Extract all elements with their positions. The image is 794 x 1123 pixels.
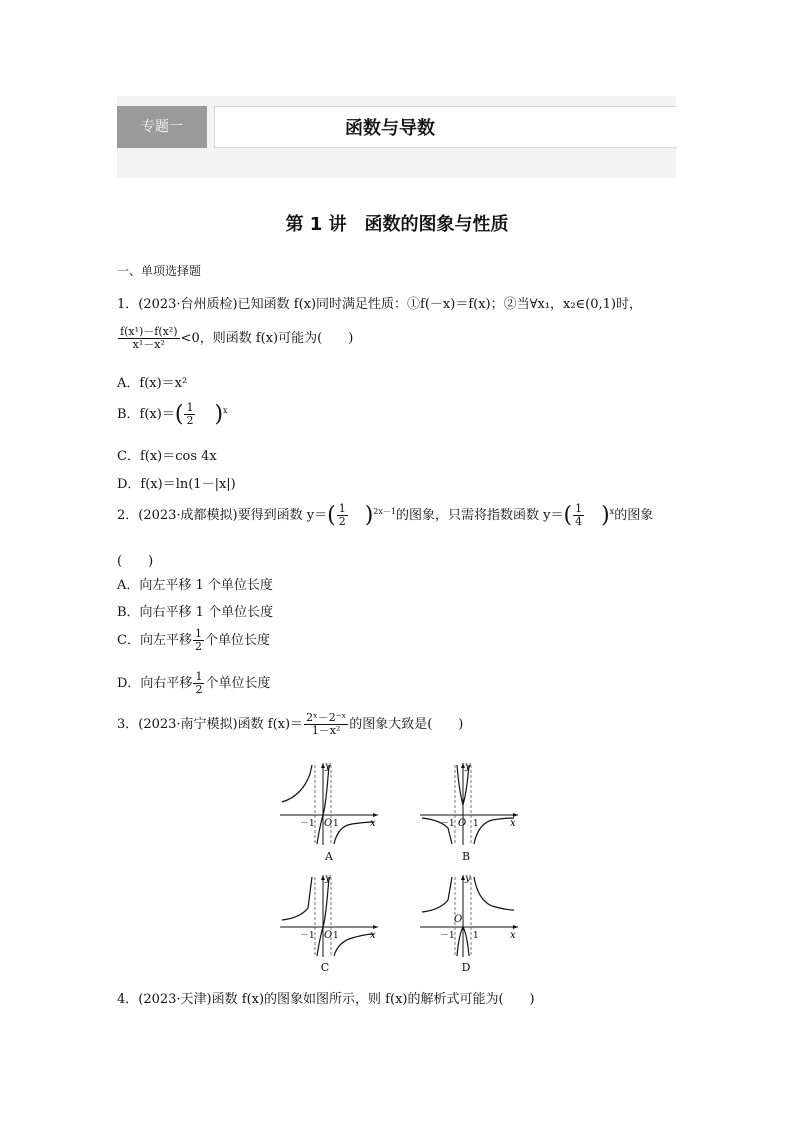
q4-stem: 4．(2023·天津)函数 f(x)的图象如图所示，则 f(x)的解析式可能为( ) (117, 992, 535, 1007)
pos-one-label: 1 (333, 819, 339, 829)
option-prefix: C．向左平移 (117, 633, 192, 649)
lecture-title: 第 1 讲 函数的图象与性质 (285, 214, 509, 235)
q2-frac-2 (573, 503, 584, 528)
q1-fraction (118, 326, 180, 351)
frac-num: 1 (195, 670, 203, 683)
y-axis-label: y (325, 873, 331, 884)
q1-stem-tail: <0，则函数 f(x)可能为( ) (180, 331, 354, 347)
q3-stem-tail: 的图象大致是( ) (349, 717, 464, 733)
q1-option-b-frac (184, 402, 195, 427)
q1-option-d: D．f(x)＝ln(1－|x|) (117, 477, 236, 492)
neg-one-label: －1 (300, 931, 315, 941)
q3-stem (117, 712, 463, 737)
q3-stem-prefix: 3．(2023·南宁模拟)函数 f(x)＝ (117, 717, 304, 733)
frac-den: 2 (195, 683, 203, 697)
neg-one-label: －1 (440, 931, 455, 941)
q1-option-b (117, 402, 228, 427)
q1-frac-num: f(x¹)－f(x²) (120, 325, 178, 338)
frac-num: 1 (186, 401, 194, 414)
frac-num: 1 (575, 502, 583, 515)
q1-option-a: A．f(x)＝x² (117, 376, 188, 391)
graph-c (278, 872, 382, 960)
q1-stem-line2 (117, 326, 353, 351)
q2-answer-bracket: ( ) (117, 554, 154, 569)
graph-b (418, 760, 522, 848)
frac-den: 2 (186, 414, 194, 428)
q2-option-d (117, 671, 270, 696)
q2-stem (117, 503, 653, 528)
topic-title: 函数与导数 (345, 118, 435, 139)
frac-den: 2 (338, 515, 346, 529)
pos-one-label: 1 (333, 931, 339, 941)
frac-den: 2 (194, 640, 202, 654)
header-title-box (214, 106, 677, 148)
x-axis-label: x (370, 930, 376, 941)
q2-stem-tail: 的图象 (614, 508, 654, 524)
graph-d (418, 872, 522, 960)
neg-one-label: －1 (300, 819, 315, 829)
open-paren: ( (563, 503, 573, 529)
half-fraction (193, 671, 204, 696)
q2-option-a: A．向左平移 1 个单位长度 (117, 578, 273, 593)
frac-den: 1－x² (311, 724, 341, 738)
q1-frac-den: x¹－x² (132, 338, 165, 352)
x-axis-label: x (510, 930, 516, 941)
open-paren: ( (327, 503, 336, 529)
frac-den: 4 (575, 515, 583, 529)
exponent: 2x－1 (373, 506, 396, 516)
origin-label: O (324, 818, 333, 829)
x-axis-label: x (370, 818, 376, 829)
close-paren: ) (214, 402, 224, 428)
section-title: 一、单项选择题 (117, 264, 202, 278)
pos-one-label: 1 (473, 819, 479, 829)
q1-option-c: C．f(x)＝cos 4x (117, 449, 217, 464)
graph-a-label: A (325, 850, 333, 863)
half-fraction (193, 628, 204, 653)
close-paren: ) (601, 503, 610, 529)
y-axis-label: y (465, 873, 471, 884)
x-axis-label: x (510, 818, 516, 829)
y-axis-label: y (465, 761, 471, 772)
q2-stem-prefix: 2．(2023·成都模拟)要得到函数 y＝ (117, 508, 328, 524)
topic-tab: 专题一 (117, 106, 207, 148)
q3-fraction (304, 712, 348, 737)
pos-one-label: 1 (473, 931, 479, 941)
q1-option-b-prefix: B．f(x)＝ (117, 407, 175, 423)
q2-option-c (117, 628, 270, 653)
frac-num: 1 (338, 502, 346, 515)
origin-label: O (454, 914, 463, 925)
graph-c-label: C (320, 961, 330, 974)
option-suffix: 个单位长度 (204, 633, 270, 649)
q2-frac-1 (337, 503, 348, 528)
graph-b-label: B (461, 850, 471, 863)
q2-option-b: B．向右平移 1 个单位长度 (117, 605, 274, 620)
origin-label: O (458, 818, 467, 829)
q1-stem-line1: 1．(2023·台州质检)已知函数 f(x)同时满足性质：①f(－x)＝f(x)；②当∀x₁，x₂∈(0,1)时， (117, 297, 642, 312)
close-paren: ) (364, 503, 374, 529)
neg-one-label: －1 (440, 819, 455, 829)
exponent: x (609, 506, 615, 516)
q2-stem-mid: 的图象，只需将指数函数 y＝ (396, 508, 564, 524)
frac-num: 1 (194, 627, 202, 640)
option-prefix: D．向右平移 (117, 676, 193, 692)
graph-a (278, 760, 382, 848)
origin-label: O (324, 930, 333, 941)
frac-num: 2ˣ－2⁻ˣ (306, 711, 347, 724)
exponent: x (223, 405, 228, 415)
open-paren: ( (174, 402, 184, 428)
graph-d-label: D (461, 961, 471, 974)
y-axis-label: y (325, 761, 331, 772)
option-suffix: 个单位长度 (205, 676, 271, 692)
